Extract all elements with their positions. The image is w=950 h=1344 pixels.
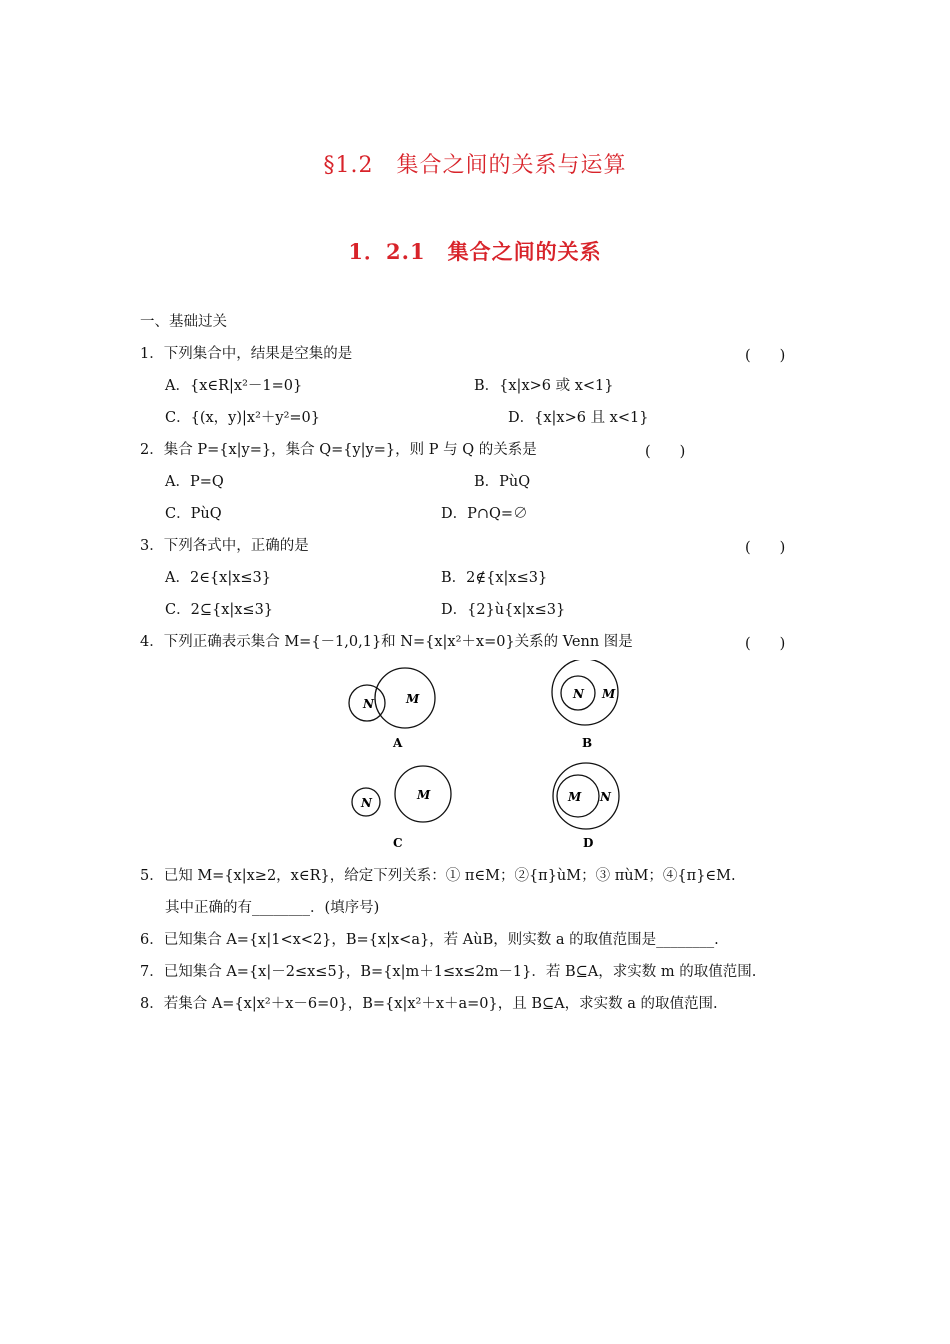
- q1-stem: 1．下列集合中，结果是空集的是: [140, 346, 353, 362]
- q1-option-b: B．{x|x>6 或 x<1}: [474, 378, 614, 394]
- q4-answer-paren: ( ): [745, 636, 786, 652]
- venn-option-d: [553, 763, 619, 850]
- venn-b-m-label: M: [602, 687, 616, 701]
- q3-option-b: B．2∉{x|x≤3}: [441, 570, 548, 586]
- q3-option-d: D．{2}ù{x|x≤3}: [441, 602, 566, 618]
- venn-c-m-label: M: [417, 788, 431, 802]
- q3-option-a: A．2∈{x|x≤3}: [165, 570, 271, 586]
- q2-stem: 2．集合 P={x|y=}，集合 Q={y|y=}，则 P 与 Q 的关系是: [140, 442, 537, 458]
- q1-option-a: A．{x∈R|x²－1=0}: [165, 378, 303, 394]
- venn-d-m-label: M: [568, 790, 582, 804]
- q5-line1: 5．已知 M={x|x≥2，x∈R}，给定下列关系：① π∈M；②{π}ùM；③ πùM；④{π}∈M.: [140, 868, 736, 884]
- venn-b-caption: B: [582, 736, 593, 750]
- venn-a-n-label: N: [363, 697, 374, 711]
- venn-option-b: [552, 660, 618, 750]
- q2-option-c: C．PùQ: [165, 506, 222, 522]
- venn-b-n-label: N: [573, 687, 584, 701]
- q8: 8．若集合 A={x|x²＋x－6=0}，B={x|x²＋x＋a=0}，且 B⊆A，求实数 a 的取值范围.: [140, 996, 718, 1012]
- q5-line2: 其中正确的有________．(填序号): [165, 900, 380, 916]
- venn-c-n-label: N: [361, 796, 372, 810]
- venn-d-n-label: N: [600, 790, 611, 804]
- q1-option-c: C．{(x，y)|x²＋y²=0}: [165, 410, 320, 426]
- q4-stem: 4．下列正确表示集合 M={－1,0,1}和 N={x|x²＋x=0}关系的 Venn 图是: [140, 634, 633, 650]
- venn-a-caption: A: [393, 736, 403, 750]
- venn-option-a: [349, 668, 435, 750]
- q3-stem: 3．下列各式中，正确的是: [140, 538, 309, 554]
- q6: 6．已知集合 A={x|1<x<2}，B={x|x<a}，若 AùB，则实数 a 的取值范围是________.: [140, 932, 719, 948]
- q1-option-d: D．{x|x>6 且 x<1}: [508, 410, 649, 426]
- q2-option-b: B．PùQ: [474, 474, 531, 490]
- section-heading: 一、基础过关: [140, 314, 227, 330]
- venn-option-c: [352, 766, 451, 850]
- q3-option-c: C．2⊆{x|x≤3}: [165, 602, 274, 618]
- main-title: §1.2 集合之间的关系与运算: [323, 153, 627, 178]
- venn-d-caption: D: [583, 836, 594, 850]
- q7: 7．已知集合 A={x|－2≤x≤5}，B={x|m＋1≤x≤2m－1}．若 B⊆A，求实数 m 的取值范围.: [140, 964, 757, 980]
- venn-c-caption: C: [393, 836, 403, 850]
- venn-diagrams: [330, 660, 650, 860]
- q2-option-d: D．P∩Q=∅: [441, 506, 528, 522]
- venn-a-m-label: M: [406, 692, 420, 706]
- q3-answer-paren: ( ): [745, 540, 786, 556]
- q2-answer-paren: ( ): [645, 444, 686, 460]
- q2-option-a: A．P=Q: [165, 474, 224, 490]
- q1-answer-paren: ( ): [745, 348, 786, 364]
- sub-title: 1．2.1 集合之间的关系: [348, 239, 602, 264]
